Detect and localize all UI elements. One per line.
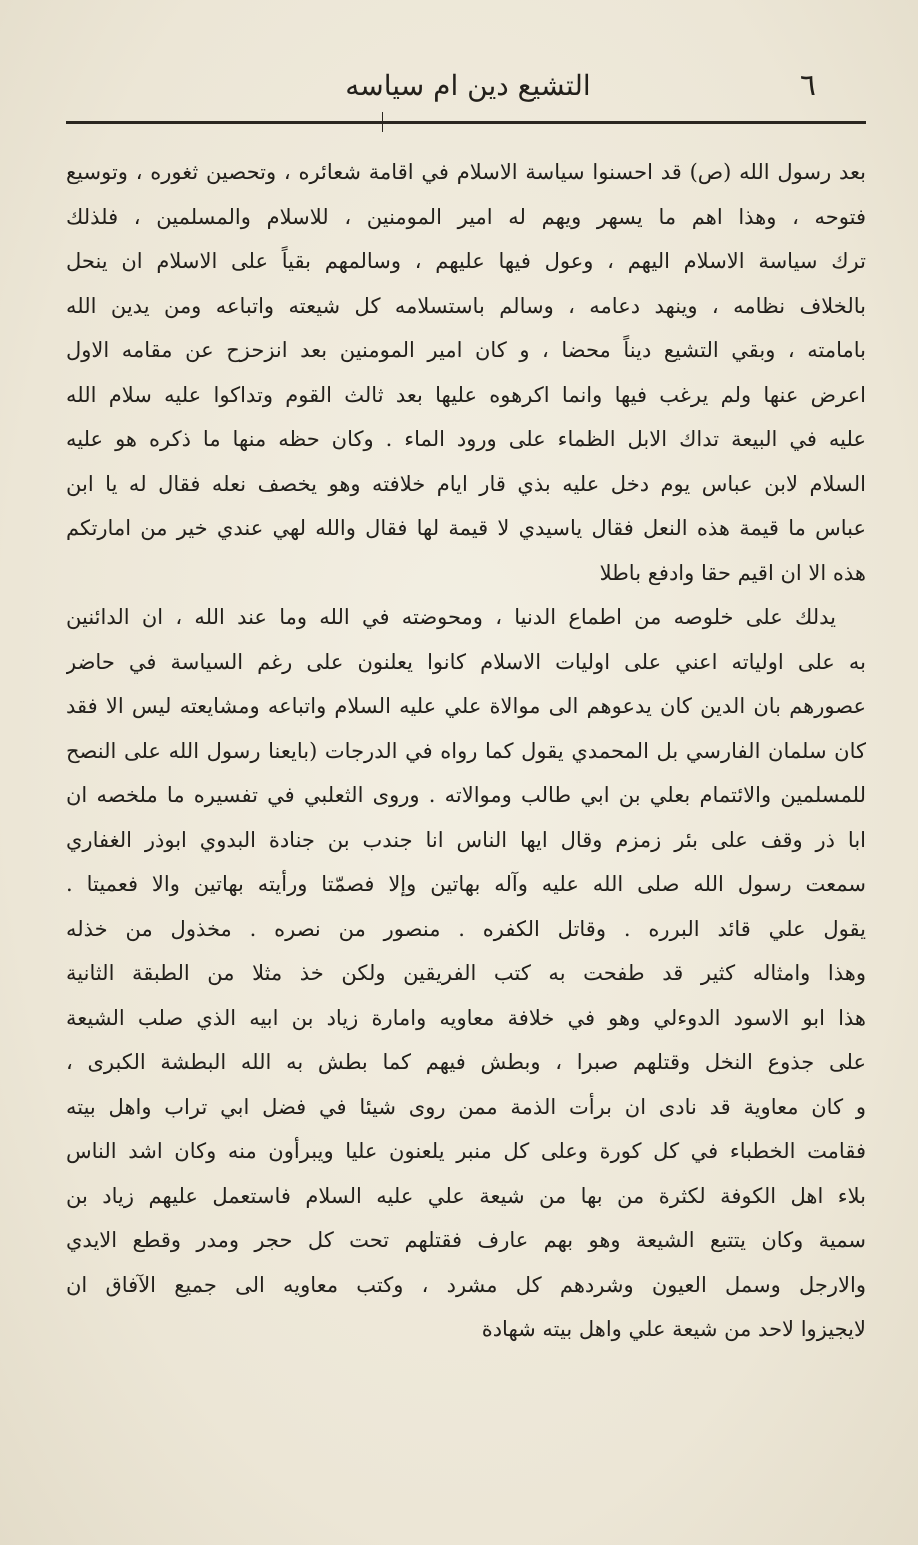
text-line: سمية وكان يتتبع الشيعة وهو بهم عارف فقتلهم تحت كل حجر ومدر وقطع الايدي [66,1228,866,1252]
text-line: هذا ابو الاسود الدوءلي وهو في خلافة معاويه وامارة زياد بن ابيه الذي صلب الشيعة [66,1005,866,1030]
text-line: بلاء اهل الكوفة لكثرة من بها من شيعة علي عليه السلام فاستعمل عليهم زياد بن [66,1183,866,1208]
header-rule [66,121,866,124]
text-line: ابا ذر وقف على بئر زمزم وقال ايها الناس انا جندب بن جنادة البدوي ابوذر الغفاري [66,827,866,852]
text-line: بالخلاف نظامه ، وينهد دعامه ، وسالم باستسلامه كل شيعته واتباعه ومن يدين الله [66,293,866,318]
text-line: و كان معاوية قد نادى ان برأت الذمة ممن روى شيئا في فضل ابي تراب واهل بيته [66,1094,866,1119]
text-line: والارجل وسمل العيون وشردهم كل مشرد ، وكتب معاويه الى جميع الآفاق ان [66,1272,866,1297]
running-title: التشيع دين ام سياسه [345,69,591,102]
text-line: للمسلمين والائتمام بعلي بن ابي طالب وموالاته . وروى الثعلبي في تفسيره ما ملخصه ان [66,783,866,807]
text-line: السلام لابن عباس يوم دخل عليه بذي قار ايام خلافته وهو يخصف نعله فقال له يا ابن [66,471,866,496]
body-text [66,150,866,1352]
text-line: كان سلمان الفارسي بل المحمدي يقول كما رواه في الدرجات (بايعنا رسول الله على النصح [66,738,866,763]
text-line: بامامته ، وبقي التشيع ديناً محضا ، و كان امير المومنين بعد انزحزح عن مقامه الاول [66,338,866,362]
paragraph-2 [66,595,866,1352]
text-line: فقامت الخطباء في كل كورة وعلى كل منبر يلعنون عليا ويبرأون منه وكان اشد الناس [66,1139,866,1163]
text-line: ترك سياسة الاسلام اليهم ، وعول فيها عليهم ، وسالمهم بقياً على الاسلام ان ينحل [66,249,866,273]
text-line: يدلك على خلوصه من اطماع الدنيا ، ومحوضته في الله وما عند الله ، ان الدائنين [66,605,836,629]
text-line: فتوحه ، وهذا اهم ما يسهر ويهم له امير المومنين ، للاسلام والمسلمين ، فلذلك [66,204,866,229]
text-line: اعرض عنها ولم يرغب فيها وانما اكرهوه عليها بعد ثالث القوم وتداكوا عليه سلام الله [66,382,866,407]
rule-tick [382,112,383,132]
page-number: ٦ [799,68,816,103]
text-line: على جذوع النخل وقتلهم صبرا ، وبطش فيهم كما بطش به الله البطشة الكبرى ، [66,1050,866,1074]
text-line: هذه الا ان اقيم حقا وادفع باطلا [599,560,866,585]
text-line: عباس ما قيمة هذه النعل فقال ياسيدي لا قيمة لها فقال والله لهي عندي خير من امارتكم [66,516,866,540]
text-line: سمعت رسول الله صلى الله عليه وآله بهاتين وإلا فصمّتا ورأيته بهاتين والا فعميتا . [66,872,866,896]
text-line: عليه في البيعة تداك الابل الظماء على ورود الماء . وكان حظه منها ما ذكره هو عليه [66,427,866,451]
text-line: وهذا وامثاله كثير قد طفحت به كتب الفريقين ولكن خذ مثلا من الطبقة الثانية [66,961,866,985]
paragraph-1 [66,150,866,595]
text-line: يقول علي قائد البرره . وقاتل الكفره . منصور من نصره . مخذول من خذله [66,916,866,941]
text-line: لايجيزوا لاحد من شيعة علي واهل بيته شهادة [481,1317,866,1341]
text-line: بعد رسول الله (ص) قد احسنوا سياسة الاسلام في اقامة شعائره ، وتحصين ثغوره ، وتوسيع [66,160,866,184]
text-line: عصورهم بان الدين كان يدعوهم الى موالاة علي عليه السلام واتباعه ومشايعته ليس الا فقد [66,694,866,718]
text-line: به على اولياته اعني على اوليات الاسلام كانوا يعلنون على رغم السياسة في حاضر [66,649,866,674]
running-header [68,62,868,108]
